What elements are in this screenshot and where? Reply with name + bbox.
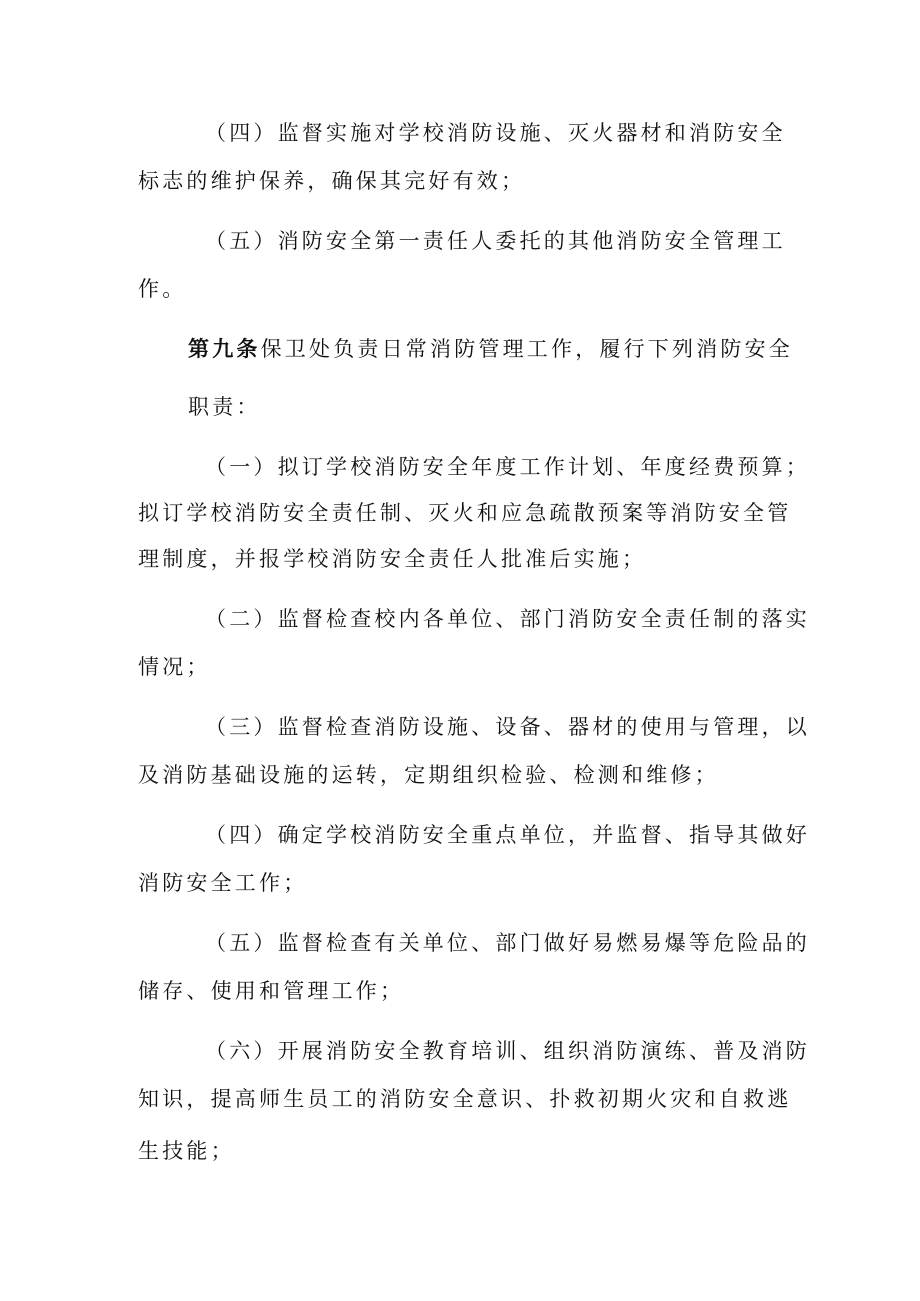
paragraph-4b-line-1: （四）确定学校消防安全重点单位，并监督、指导其做好 [205,823,810,847]
paragraph-5a-line-1: （五）消防安全第一责任人委托的其他消防安全管理工 [205,229,786,253]
paragraph-4a-line-2: 标志的维护保养，确保其完好有效； [138,169,526,193]
article-9-line-2: 职责： [188,395,261,419]
paragraph-5a-line-2: 作。 [138,277,187,301]
paragraph-1-line-1: （一）拟订学校消防安全年度工作计划、年度经费预算； [205,455,810,479]
article-9-line-1 [188,334,794,364]
paragraph-1-line-2: 拟订学校消防安全责任制、灭火和应急疏散预案等消防安全管 [138,501,792,525]
paragraph-6-line-1: （六）开展消防安全教育培训、组织消防演练、普及消防 [205,1039,810,1063]
paragraph-6-line-2: 知识，提高师生员工的消防安全意识、扑救初期火灾和自救逃 [138,1087,792,1111]
article-9-heading: 第九条 [188,336,261,361]
paragraph-5b-line-1: （五）监督检查有关单位、部门做好易燃易爆等危险品的 [205,931,810,955]
paragraph-2-line-1: （二）监督检查校内各单位、部门消防安全责任制的落实 [205,607,810,631]
paragraph-5b-line-2: 储存、使用和管理工作； [138,979,405,1003]
paragraph-3-line-1: （三）监督检查消防设施、设备、器材的使用与管理，以 [205,715,810,739]
paragraph-2-line-2: 情况； [138,655,211,679]
paragraph-3-line-2: 及消防基础设施的运转，定期组织检验、检测和维修； [138,763,719,787]
paragraph-4a-line-1: （四）监督实施对学校消防设施、灭火器材和消防安全 [205,121,786,145]
paragraph-4b-line-2: 消防安全工作； [138,871,308,895]
article-9-text: 保卫处负责日常消防管理工作，履行下列消防安全 [260,337,794,361]
paragraph-6-line-3: 生技能； [138,1139,235,1163]
paragraph-1-line-3: 理制度，并报学校消防安全责任人批准后实施； [138,547,647,571]
